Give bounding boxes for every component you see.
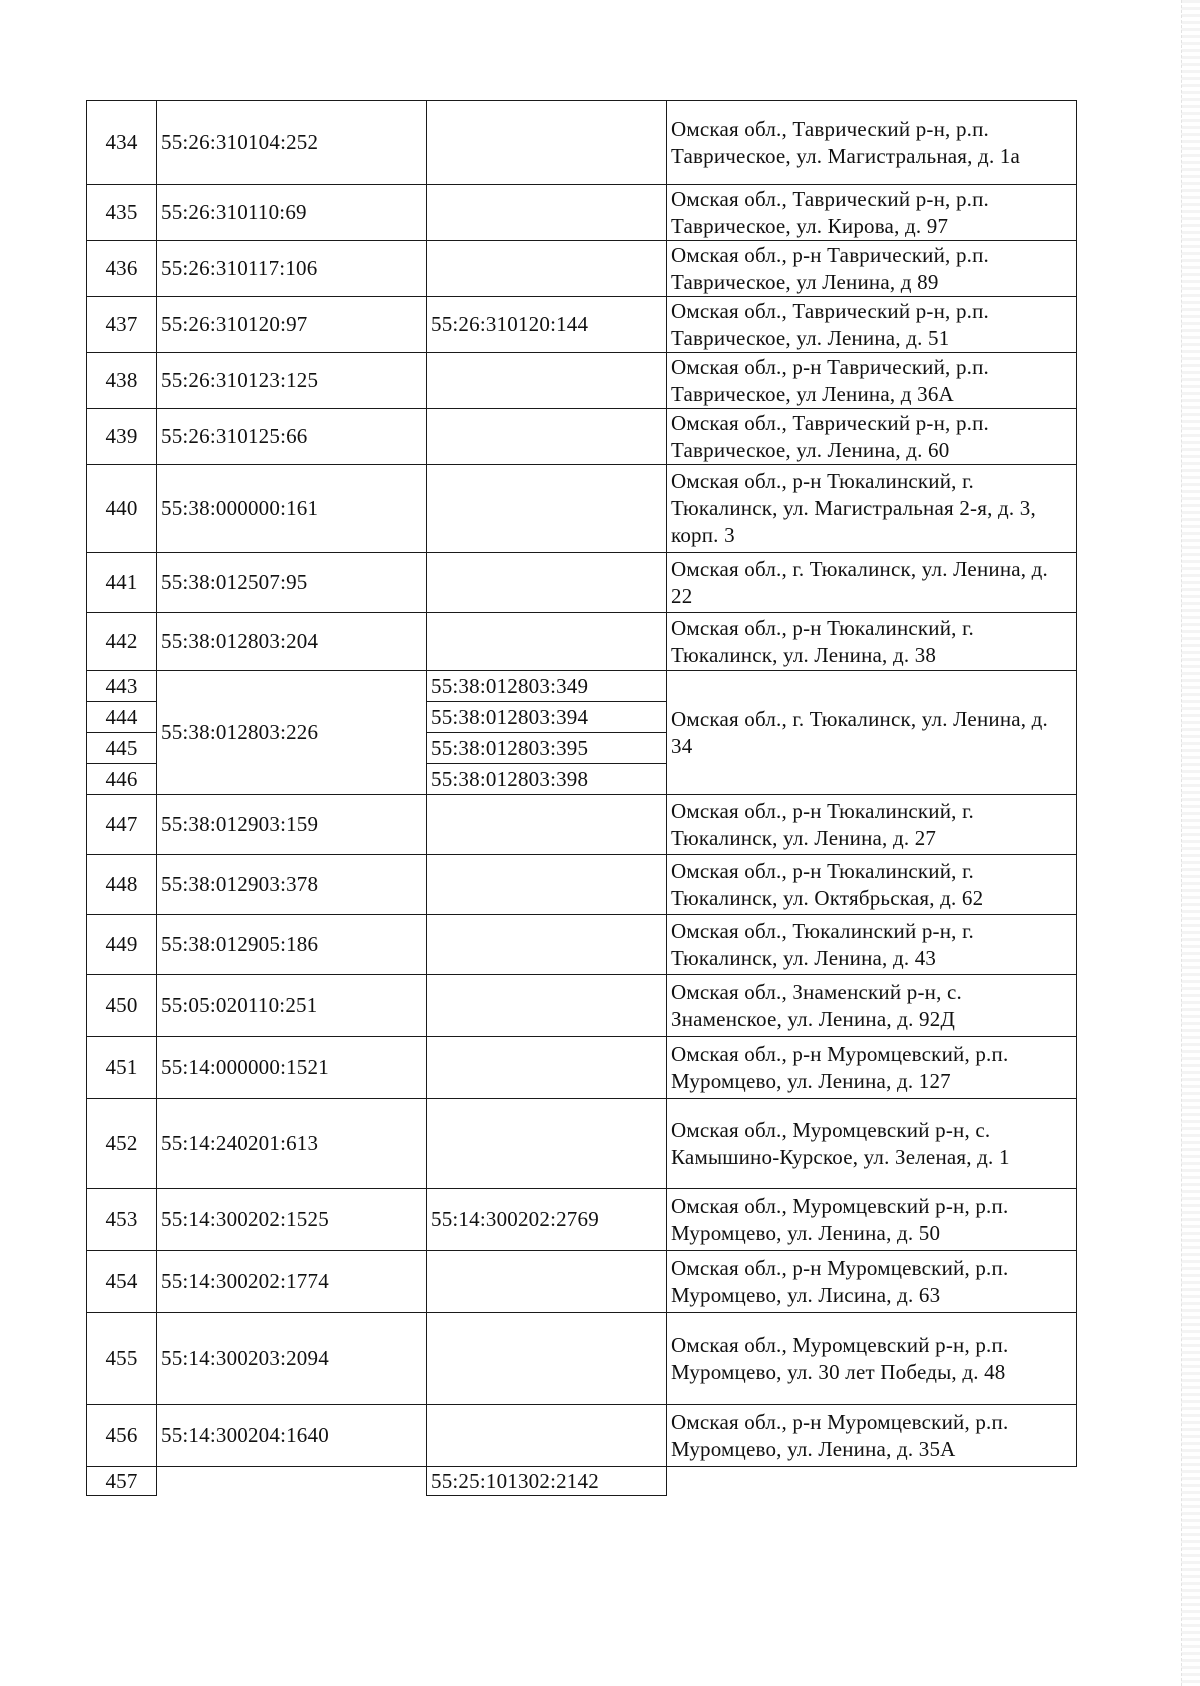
cadastral-number: 55:38:000000:161	[157, 465, 427, 553]
address: Омская обл., р-н Тюкалинский, г. Тюкалинск, ул. Ленина, д. 27	[667, 795, 1077, 855]
sub-cadastral-number: 55:25:101302:2142	[427, 1467, 667, 1496]
sub-cadastral-number	[427, 353, 667, 409]
table-row	[87, 297, 1077, 353]
sub-cadastral-number: 55:38:012803:398	[427, 764, 667, 795]
sub-cadastral-number	[427, 855, 667, 915]
cadastral-number: 55:38:012905:186	[157, 915, 427, 975]
row-number: 437	[87, 297, 157, 353]
cadastral-register-table	[86, 100, 1077, 1496]
table-row	[87, 915, 1077, 975]
sub-cadastral-number: 55:38:012803:395	[427, 733, 667, 764]
table-row	[87, 553, 1077, 613]
sub-cadastral-number: 55:38:012803:349	[427, 671, 667, 702]
table-row	[87, 101, 1077, 185]
sub-cadastral-number	[427, 553, 667, 613]
sub-cadastral-number	[427, 795, 667, 855]
cadastral-number: 55:05:020110:251	[157, 975, 427, 1037]
row-number: 457	[87, 1467, 157, 1496]
row-number: 446	[87, 764, 157, 795]
table-row	[87, 409, 1077, 465]
row-number: 441	[87, 553, 157, 613]
cadastral-number: 55:26:310110:69	[157, 185, 427, 241]
address: Омская обл., р-н Муромцевский, р.п. Муромцево, ул. Лисина, д. 63	[667, 1251, 1077, 1313]
table-row	[87, 1099, 1077, 1189]
cadastral-number: 55:26:310104:252	[157, 101, 427, 185]
table-row	[87, 1037, 1077, 1099]
address: Омская обл., г. Тюкалинск, ул. Ленина, д. 22	[667, 553, 1077, 613]
row-number: 442	[87, 613, 157, 671]
sub-cadastral-number: 55:38:012803:394	[427, 702, 667, 733]
cadastral-number: 55:14:300202:1525	[157, 1189, 427, 1251]
sub-cadastral-number	[427, 465, 667, 553]
cadastral-number: 55:26:310117:106	[157, 241, 427, 297]
table-row	[87, 855, 1077, 915]
cadastral-number: 55:14:300203:2094	[157, 1313, 427, 1405]
table-row	[87, 1189, 1077, 1251]
row-number: 454	[87, 1251, 157, 1313]
row-number: 456	[87, 1405, 157, 1467]
sub-cadastral-number	[427, 101, 667, 185]
cadastral-number: 55:14:240201:613	[157, 1099, 427, 1189]
row-number: 444	[87, 702, 157, 733]
cadastral-number: 55:38:012803:226	[157, 671, 427, 795]
sub-cadastral-number	[427, 409, 667, 465]
row-number: 439	[87, 409, 157, 465]
row-number: 455	[87, 1313, 157, 1405]
table-row	[87, 465, 1077, 553]
sub-cadastral-number	[427, 1405, 667, 1467]
table-row	[87, 1467, 1077, 1496]
row-number: 445	[87, 733, 157, 764]
address: Омская обл., Таврический р-н, р.п. Таврическое, ул. Ленина, д. 60	[667, 409, 1077, 465]
address: Омская обл., Таврический р-н, р.п. Таврическое, ул. Кирова, д. 97	[667, 185, 1077, 241]
sub-cadastral-number	[427, 241, 667, 297]
sub-cadastral-number	[427, 915, 667, 975]
table-row	[87, 975, 1077, 1037]
sub-cadastral-number	[427, 975, 667, 1037]
sub-cadastral-number	[427, 1313, 667, 1405]
row-number: 434	[87, 101, 157, 185]
scan-page-edge	[1181, 0, 1200, 1686]
address: Омская обл., Таврический р-н, р.п. Таврическое, ул. Магистральная, д. 1а	[667, 101, 1077, 185]
cadastral-number: 55:26:310125:66	[157, 409, 427, 465]
row-number: 449	[87, 915, 157, 975]
address: Омская обл., р-н Муромцевский, р.п. Муромцево, ул. Ленина, д. 127	[667, 1037, 1077, 1099]
cadastral-number: 55:14:000000:1521	[157, 1037, 427, 1099]
address: Омская обл., р-н Таврический, р.п. Таврическое, ул Ленина, д 89	[667, 241, 1077, 297]
cadastral-number: 55:38:012903:378	[157, 855, 427, 915]
table-row	[87, 1405, 1077, 1467]
sub-cadastral-number: 55:26:310120:144	[427, 297, 667, 353]
address: Омская обл., Таврический р-н, р.п. Таврическое, ул. Ленина, д. 51	[667, 297, 1077, 353]
address: Омская обл., Муромцевский р-н, р.п. Муромцево, ул. Ленина, д. 50	[667, 1189, 1077, 1251]
row-number: 447	[87, 795, 157, 855]
sub-cadastral-number	[427, 1251, 667, 1313]
address: Омская обл., р-н Тюкалинский, г. Тюкалинск, ул. Ленина, д. 38	[667, 613, 1077, 671]
row-number: 452	[87, 1099, 157, 1189]
cadastral-number: 55:14:300204:1640	[157, 1405, 427, 1467]
row-number: 450	[87, 975, 157, 1037]
row-number: 451	[87, 1037, 157, 1099]
cadastral-number: 55:38:012507:95	[157, 553, 427, 613]
cadastral-number: 55:38:012903:159	[157, 795, 427, 855]
table-row	[87, 185, 1077, 241]
table-row-group	[87, 671, 1077, 702]
cadastral-number	[157, 1467, 427, 1496]
cadastral-number: 55:26:310123:125	[157, 353, 427, 409]
row-number: 435	[87, 185, 157, 241]
cadastral-number: 55:26:310120:97	[157, 297, 427, 353]
address: Омская обл., р-н Тюкалинский, г. Тюкалинск, ул. Магистральная 2-я, д. 3, корп. 3	[667, 465, 1077, 553]
address: Омская обл., р-н Тюкалинский, г. Тюкалинск, ул. Октябрьская, д. 62	[667, 855, 1077, 915]
sub-cadastral-number	[427, 185, 667, 241]
address: Омская обл., Муромцевский р-н, р.п. Муромцево, ул. 30 лет Победы, д. 48	[667, 1313, 1077, 1405]
address: Омская обл., Тюкалинский р-н, г. Тюкалинск, ул. Ленина, д. 43	[667, 915, 1077, 975]
row-number: 438	[87, 353, 157, 409]
table-row	[87, 795, 1077, 855]
address	[667, 1467, 1077, 1496]
sub-cadastral-number	[427, 1037, 667, 1099]
table-row	[87, 1313, 1077, 1405]
address: Омская обл., Муромцевский р-н, с. Камышино-Курское, ул. Зеленая, д. 1	[667, 1099, 1077, 1189]
row-number: 453	[87, 1189, 157, 1251]
table-row	[87, 1251, 1077, 1313]
row-number: 448	[87, 855, 157, 915]
address: Омская обл., р-н Муромцевский, р.п. Муромцево, ул. Ленина, д. 35А	[667, 1405, 1077, 1467]
sub-cadastral-number: 55:14:300202:2769	[427, 1189, 667, 1251]
cadastral-number: 55:14:300202:1774	[157, 1251, 427, 1313]
table-row	[87, 353, 1077, 409]
address: Омская обл., Знаменский р-н, с. Знаменское, ул. Ленина, д. 92Д	[667, 975, 1077, 1037]
sub-cadastral-number	[427, 613, 667, 671]
table-row	[87, 241, 1077, 297]
sub-cadastral-number	[427, 1099, 667, 1189]
row-number: 443	[87, 671, 157, 702]
address: Омская обл., р-н Таврический, р.п. Таврическое, ул Ленина, д 36А	[667, 353, 1077, 409]
cadastral-number: 55:38:012803:204	[157, 613, 427, 671]
row-number: 436	[87, 241, 157, 297]
table-row	[87, 613, 1077, 671]
address: Омская обл., г. Тюкалинск, ул. Ленина, д. 34	[667, 671, 1077, 795]
row-number: 440	[87, 465, 157, 553]
